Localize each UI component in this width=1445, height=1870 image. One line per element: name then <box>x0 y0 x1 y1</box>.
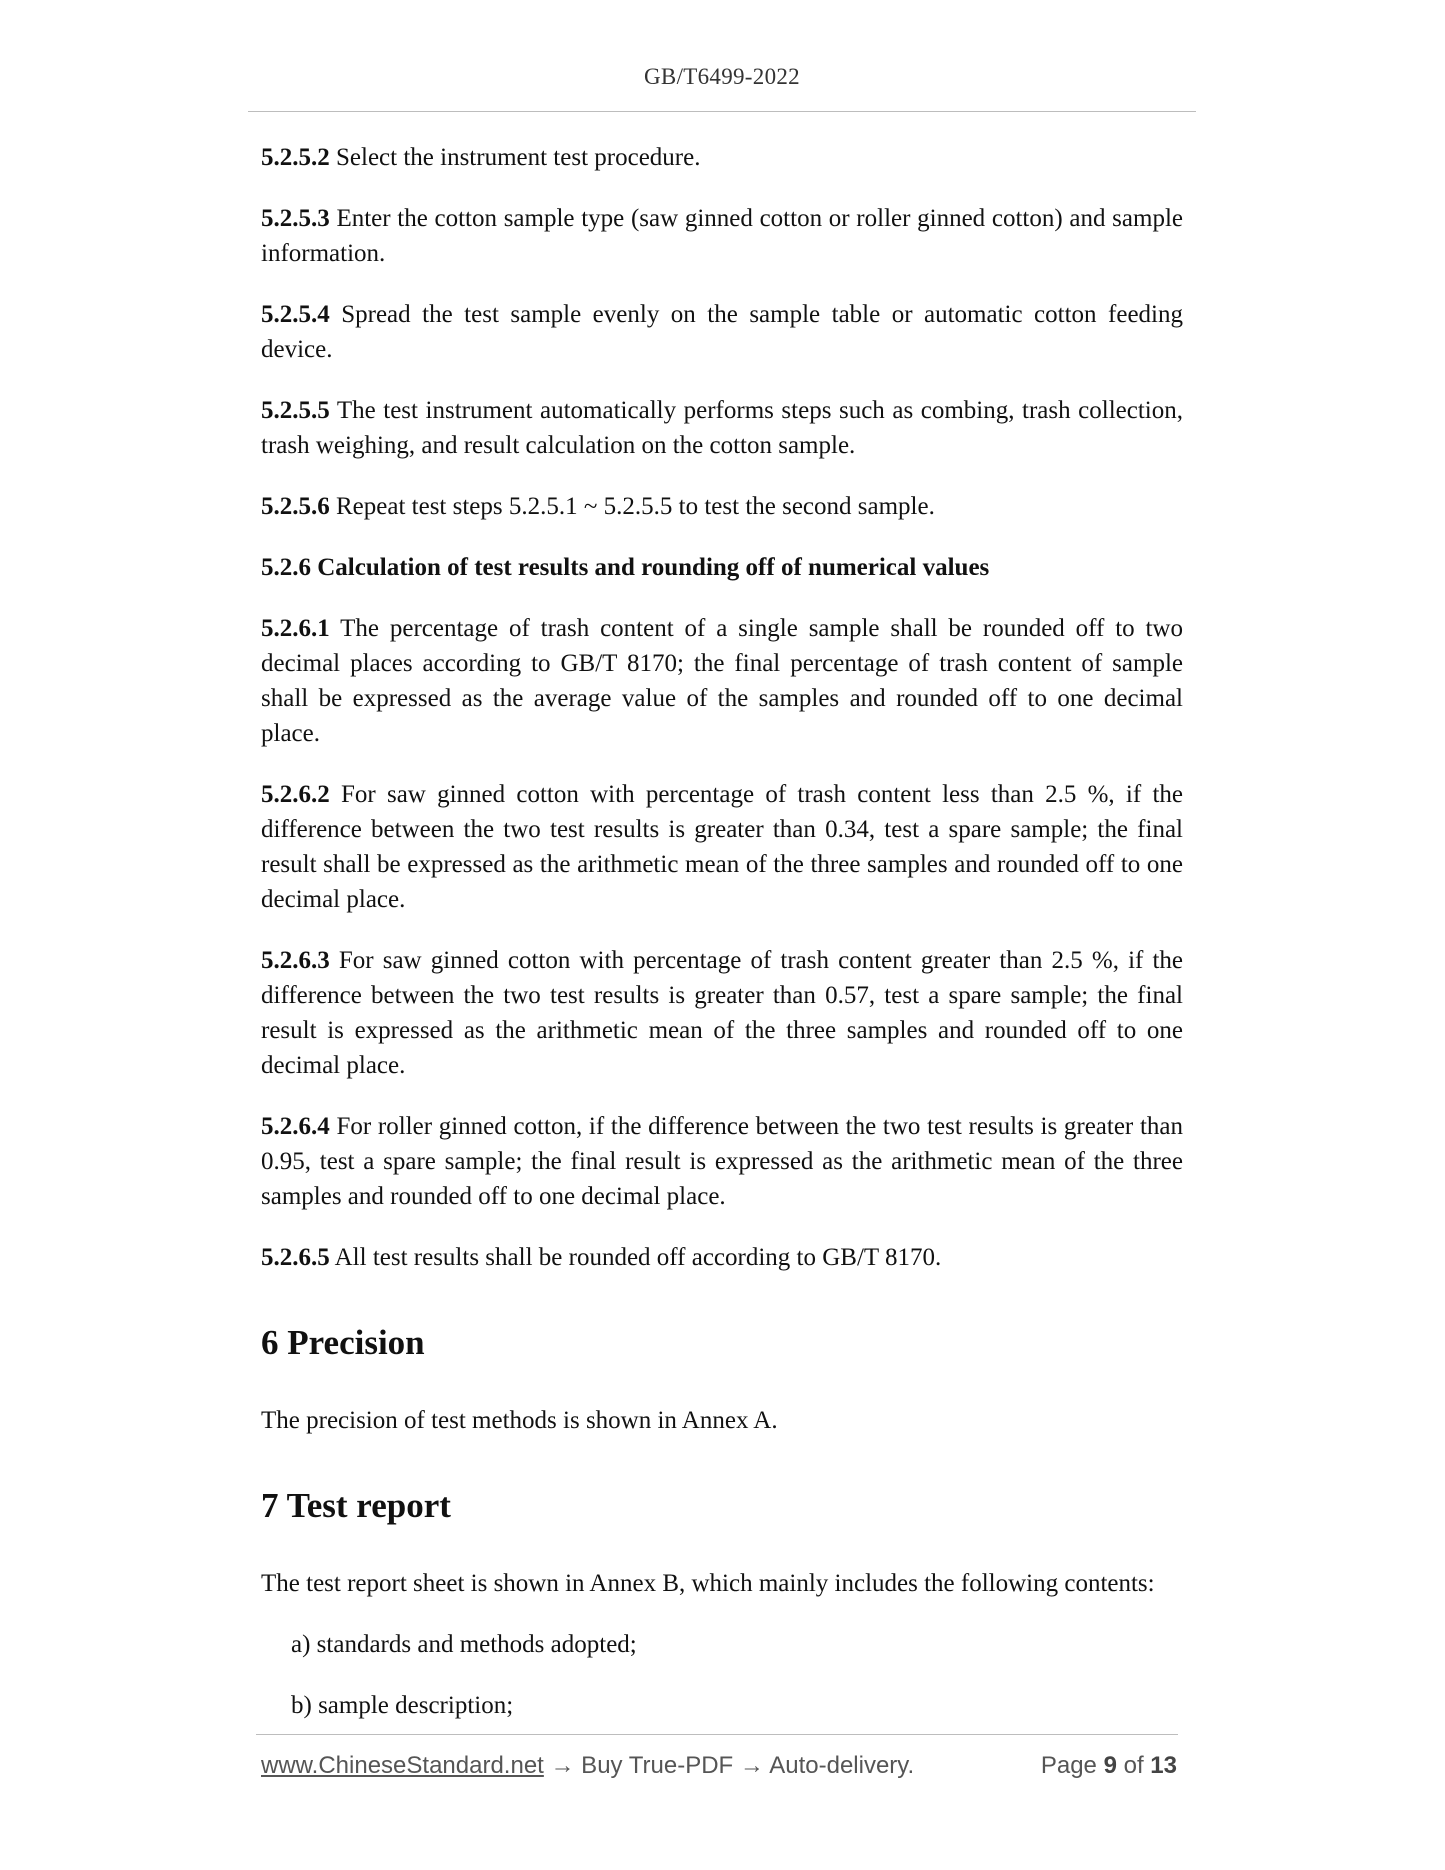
clause-text: Enter the cotton sample type (saw ginned cotton or roller ginned cotton) and sample information. <box>261 205 1183 267</box>
clause-text: Spread the test sample evenly on the sample table or automatic cotton feeding device. <box>261 301 1183 363</box>
document-id-header: GB/T6499-2022 <box>644 64 800 89</box>
clause-number: 5.2.6.3 <box>261 947 330 974</box>
clause-number: 5.2.5.3 <box>261 205 330 232</box>
page-body <box>261 140 1183 1723</box>
clause-number: 5.2.6.1 <box>261 615 330 642</box>
list-item: a) standards and methods adopted; <box>291 1631 637 1658</box>
total-pages-number: 13 <box>1150 1752 1177 1779</box>
clause-5-2-5-3 <box>261 201 1183 271</box>
test-report-intro: The test report sheet is shown in Annex B, which mainly includes the following contents: <box>261 1570 1155 1597</box>
clause-5-2-6-2 <box>261 777 1183 917</box>
clause-number: 5.2.6.4 <box>261 1113 330 1140</box>
header-divider <box>248 111 1196 112</box>
clause-text: The percentage of trash content of a single sample shall be rounded off to two decimal places according to GB/T 8170; the final percentage of trash content of sample shall be expressed as the average value of the samples and rounded off to one decimal place. <box>261 615 1183 747</box>
clause-number: 5.2.6.5 <box>261 1244 330 1271</box>
clause-text: Select the instrument test procedure. <box>329 144 701 171</box>
clause-text: All test results shall be rounded off according to GB/T 8170. <box>329 1244 942 1271</box>
footer-promo <box>261 1752 914 1780</box>
clause-5-2-6-4 <box>261 1109 1183 1214</box>
section-heading-test-report: 7 Test report <box>261 1486 451 1525</box>
list-item: b) sample description; <box>291 1692 514 1719</box>
footer-divider <box>256 1734 1178 1735</box>
clause-number: 5.2.5.5 <box>261 397 330 424</box>
clause-number: 5.2.5.4 <box>261 301 330 328</box>
clause-text: For saw ginned cotton with percentage of trash content less than 2.5 %, if the difference between the two test results is greater than 0.34, test a spare sample; the final result shall be expressed as the arithmetic mean of the three samples and rounded off to one decimal place. <box>261 781 1183 913</box>
footer-promo-text: → Buy True-PDF → Auto-delivery. <box>543 1752 915 1779</box>
clause-text: For roller ginned cotton, if the difference between the two test results is greater than 0.95, test a spare sample; the final result is expressed as the arithmetic mean of the three samples and rounded off to one decimal place. <box>261 1113 1183 1210</box>
clause-number: 5.2.5.6 <box>261 493 330 520</box>
of-label: of <box>1123 1752 1144 1779</box>
clause-5-2-6-1 <box>261 611 1183 751</box>
page-indicator <box>1041 1752 1177 1780</box>
chinesestandard-link[interactable]: www.ChineseStandard.net <box>261 1752 544 1779</box>
subsection-heading-5-2-6: 5.2.6 Calculation of test results and rounding off of numerical values <box>261 554 990 581</box>
clause-5-2-6-5 <box>261 1240 1183 1275</box>
clause-5-2-5-2 <box>261 140 1183 175</box>
clause-text: For saw ginned cotton with percentage of trash content greater than 2.5 %, if the difference between the two test results is greater than 0.57, test a spare sample; the final result is expressed as the arithmetic mean of the three samples and rounded off to one decimal place. <box>261 947 1183 1079</box>
clause-5-2-5-6 <box>261 489 1183 524</box>
current-page-number: 9 <box>1103 1752 1117 1779</box>
clause-5-2-5-4 <box>261 297 1183 367</box>
precision-text: The precision of test methods is shown in Annex A. <box>261 1407 778 1434</box>
clause-text: Repeat test steps 5.2.5.1 ~ 5.2.5.5 to test the second sample. <box>329 493 935 520</box>
section-heading-precision: 6 Precision <box>261 1323 425 1362</box>
clause-5-2-6-3 <box>261 943 1183 1083</box>
clause-number: 5.2.5.2 <box>261 144 330 171</box>
clause-text: The test instrument automatically performs steps such as combing, trash collection, trash weighing, and result calculation on the cotton sample. <box>261 397 1183 459</box>
page-label: Page <box>1040 1752 1097 1779</box>
clause-number: 5.2.6.2 <box>261 781 330 808</box>
clause-5-2-5-5 <box>261 393 1183 463</box>
